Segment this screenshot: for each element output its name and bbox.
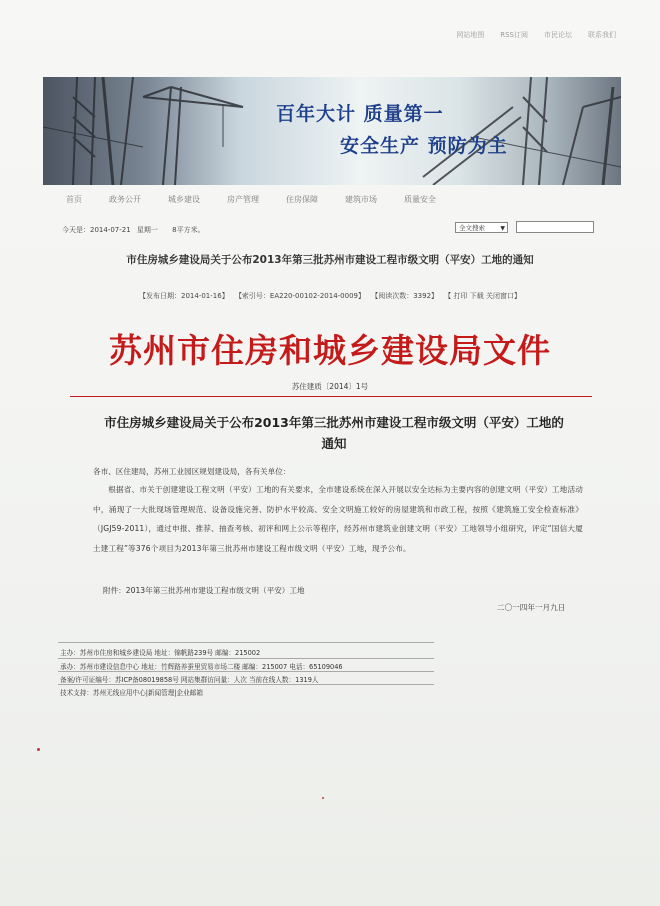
nav-item-quality-safety[interactable]: 质量安全 bbox=[404, 195, 436, 204]
document-title: 市住房城乡建设局关于公布2013年第三批苏州市建设工程市级文明（平安）工地的通知 bbox=[104, 415, 564, 451]
search-input[interactable] bbox=[516, 221, 594, 233]
dateline bbox=[62, 225, 209, 235]
banner-slogan-quality: 百年大计 质量第一 bbox=[276, 103, 444, 125]
search-scope-select[interactable] bbox=[455, 222, 508, 233]
document-attachment[interactable]: 附件：2013年第三批苏州市建设工程市级文明（平安）工地 bbox=[103, 586, 305, 595]
crane-illustration bbox=[43, 77, 621, 185]
red-divider bbox=[70, 396, 592, 397]
scan-speck bbox=[322, 797, 324, 799]
nav-item-housing[interactable]: 住房保障 bbox=[286, 195, 318, 204]
footer-divider bbox=[58, 671, 434, 672]
footer-divider bbox=[58, 658, 434, 659]
footer-host: 主办：苏州市住房和城乡建设局 地址：锦帆路239号 邮编：215002 bbox=[60, 649, 261, 657]
footer-divider bbox=[58, 642, 434, 643]
scan-speck bbox=[37, 748, 40, 751]
top-link-sitemap[interactable]: 网站地图 bbox=[456, 31, 485, 39]
weather-text: 8平方米。 bbox=[172, 226, 205, 234]
search-scope-value: 全文搜索 bbox=[459, 224, 485, 232]
footer-license: 备案/许可证编号：苏ICP备08019858号 网站集群访问量：人次 当前在线人数：1319人 bbox=[60, 676, 319, 684]
main-nav bbox=[66, 194, 463, 205]
top-link-forum[interactable]: 市民论坛 bbox=[544, 31, 572, 39]
top-link-contact[interactable]: 联系我们 bbox=[588, 31, 616, 39]
today-date: 今天是：2014-07-21 bbox=[62, 226, 131, 234]
footer-divider bbox=[58, 684, 434, 685]
nav-item-construction-market[interactable]: 建筑市场 bbox=[345, 195, 377, 204]
nav-item-urban-rural[interactable]: 城乡建设 bbox=[168, 195, 200, 204]
banner-slogan-safety: 安全生产 预防为主 bbox=[340, 135, 508, 157]
nav-item-property[interactable]: 房产管理 bbox=[227, 195, 259, 204]
index-number: 【索引号：EA220-00102-2014-0009】 bbox=[234, 292, 365, 300]
publish-date: 【发布日期：2014-01-16】 bbox=[139, 292, 229, 300]
top-link-rss[interactable]: RSS订阅 bbox=[500, 31, 528, 39]
today-weekday: 星期一 bbox=[136, 226, 158, 234]
document-red-header: 苏州市住房和城乡建设局文件 bbox=[109, 331, 551, 370]
chevron-down-icon: ▼ bbox=[500, 225, 505, 232]
article-meta bbox=[0, 291, 660, 301]
document-salutation: 各市、区住建局，苏州工业园区规划建设局，各有关单位： bbox=[93, 467, 291, 476]
nav-item-gov-affairs[interactable]: 政务公开 bbox=[109, 195, 141, 204]
view-count: 【阅读次数：3392】 bbox=[371, 292, 439, 300]
footer-operator: 承办：苏州市建设信息中心 地址：竹辉路养蚕里贸易市场二楼 邮编：215007 电话：65109046 bbox=[60, 663, 343, 671]
document-date: 二〇一四年一月九日 bbox=[497, 603, 566, 612]
header-banner bbox=[43, 77, 621, 185]
top-links bbox=[456, 30, 616, 40]
page-title: 市住房城乡建设局关于公布2013年第三批苏州市建设工程市级文明（平安）工地的通知 bbox=[126, 254, 534, 266]
document-number: 苏住建质〔2014〕1号 bbox=[291, 382, 369, 391]
footer-support[interactable]: 技术支持：苏州无线应用中心|新闻管理|企业邮箱 bbox=[60, 689, 203, 697]
article-actions[interactable]: 【 打印 下载 关闭窗口】 bbox=[444, 292, 521, 300]
document-body: 根据省、市关于创建建设工程文明（平安）工地的有关要求，全市建设系统在深入开展以安全达标为主要内容的创建文明（平安）工地活动中，涌现了一大批现场管理规范、设备设施完善、防护水平较高、安全文明施工较好的房屋建筑和市政工程，按照《建筑施工安全检查标准》（JGJ59-2011），通过申报、推荐、抽查考核、初评和网上公示等程序，经苏州市建筑业创建文明（平安）工地领导小组研究，评定“国信大厦土建工程”等376个项目为2013年第三批苏州市建设工程市级文明（平安）工地，现予公布。 bbox=[93, 485, 583, 553]
nav-item-home[interactable]: 首页 bbox=[66, 195, 82, 204]
